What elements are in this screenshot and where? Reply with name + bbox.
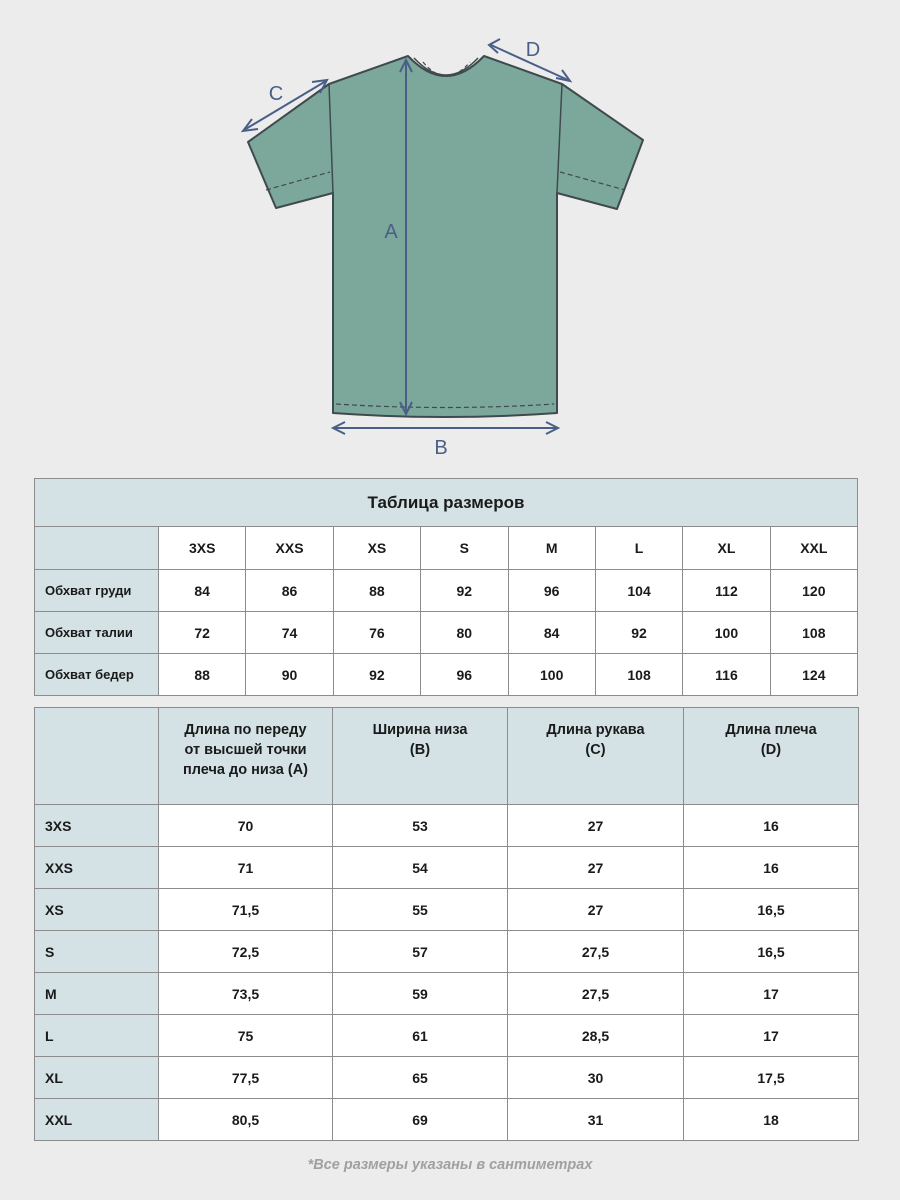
table-cell: 30 (508, 1057, 684, 1099)
label-b: B (434, 437, 448, 459)
table-cell: 80,5 (159, 1099, 333, 1141)
table-cell: 112 (683, 570, 770, 612)
header-sleeve-length (508, 708, 684, 805)
table-row (35, 847, 859, 889)
size-header: 3XS (159, 527, 246, 570)
table-cell: 61 (333, 1015, 508, 1057)
table-cell: 27 (508, 805, 684, 847)
corner-cell (35, 527, 159, 570)
table-cell: 17 (684, 1015, 859, 1057)
size-header: XXL (770, 527, 857, 570)
table-cell: 57 (333, 931, 508, 973)
header-line: (C) (585, 742, 606, 758)
tshirt-diagram (230, 30, 670, 460)
label-a: A (384, 221, 398, 243)
table-cell: 92 (333, 654, 420, 696)
label-c: C (268, 83, 284, 105)
header-line: Длина по переду (184, 722, 307, 738)
table-row (35, 1057, 859, 1099)
table-cell: 74 (246, 612, 333, 654)
label-d: D (525, 39, 541, 61)
header-line: Ширина низа (372, 722, 468, 738)
header-line: плеча до низа (A) (183, 762, 308, 778)
table-cell: 96 (508, 570, 595, 612)
table-cell: 27,5 (508, 931, 684, 973)
row-size-label: S (35, 931, 159, 973)
table-row (35, 1015, 859, 1057)
tshirt-shape (248, 56, 643, 417)
header-line: Длина рукава (546, 722, 645, 738)
header-length-front (159, 708, 333, 805)
table-cell: 84 (508, 612, 595, 654)
table-cell: 59 (333, 973, 508, 1015)
table-cell: 16 (684, 847, 859, 889)
row-size-label: XL (35, 1057, 159, 1099)
table-row (35, 612, 858, 654)
table-cell: 116 (683, 654, 770, 696)
table-row (35, 931, 859, 973)
row-label: Обхват талии (35, 612, 159, 654)
table-cell: 16,5 (684, 889, 859, 931)
row-size-label: XXS (35, 847, 159, 889)
table-cell: 16 (684, 805, 859, 847)
table-row (35, 570, 858, 612)
size-header: M (508, 527, 595, 570)
header-line: (B) (409, 742, 431, 758)
table-cell: 72 (159, 612, 246, 654)
row-size-label: L (35, 1015, 159, 1057)
size-header: XL (683, 527, 770, 570)
size-table-title: Таблица размеров (35, 479, 858, 527)
measurement-header-row (35, 708, 859, 805)
table-row (35, 973, 859, 1015)
table-cell: 84 (159, 570, 246, 612)
table-cell: 16,5 (684, 931, 859, 973)
corner-cell (35, 708, 159, 805)
table-cell: 31 (508, 1099, 684, 1141)
table-cell: 71,5 (159, 889, 333, 931)
table-row (35, 805, 859, 847)
table-cell: 100 (508, 654, 595, 696)
table-cell: 108 (595, 654, 682, 696)
row-size-label: M (35, 973, 159, 1015)
header-line: (D) (760, 742, 782, 758)
table-cell: 65 (333, 1057, 508, 1099)
header-hem-width (333, 708, 508, 805)
table-cell: 80 (421, 612, 508, 654)
measurement-table (34, 707, 859, 1141)
table-cell: 124 (770, 654, 857, 696)
table-cell: 28,5 (508, 1015, 684, 1057)
table-cell: 17,5 (684, 1057, 859, 1099)
table-cell: 88 (159, 654, 246, 696)
table-cell: 55 (333, 889, 508, 931)
header-line: от высшей точки (184, 742, 307, 758)
table-cell: 77,5 (159, 1057, 333, 1099)
table-cell: 70 (159, 805, 333, 847)
table-cell: 104 (595, 570, 682, 612)
table-cell: 120 (770, 570, 857, 612)
table-cell: 76 (333, 612, 420, 654)
table-cell: 90 (246, 654, 333, 696)
table-cell: 53 (333, 805, 508, 847)
table-cell: 18 (684, 1099, 859, 1141)
size-header: S (421, 527, 508, 570)
table-cell: 96 (421, 654, 508, 696)
size-header: L (595, 527, 682, 570)
table-cell: 86 (246, 570, 333, 612)
table-cell: 73,5 (159, 973, 333, 1015)
size-header: XS (333, 527, 420, 570)
row-size-label: XXL (35, 1099, 159, 1141)
table-cell: 108 (770, 612, 857, 654)
table-row (35, 889, 859, 931)
table-cell: 71 (159, 847, 333, 889)
header-shoulder-length (684, 708, 859, 805)
row-size-label: XS (35, 889, 159, 931)
table-cell: 69 (333, 1099, 508, 1141)
table-cell: 27 (508, 889, 684, 931)
table-row (35, 654, 858, 696)
table-row (35, 1099, 859, 1141)
table-cell: 92 (595, 612, 682, 654)
table-cell: 100 (683, 612, 770, 654)
table-cell: 27,5 (508, 973, 684, 1015)
row-size-label: 3XS (35, 805, 159, 847)
row-label: Обхват бедер (35, 654, 159, 696)
row-label: Обхват груди (35, 570, 159, 612)
size-table (34, 478, 858, 696)
size-header-row (35, 527, 858, 570)
header-line: Длина плеча (725, 722, 817, 738)
table-cell: 75 (159, 1015, 333, 1057)
table-cell: 27 (508, 847, 684, 889)
footnote: *Все размеры указаны в сантиметрах (307, 1157, 593, 1173)
table-cell: 72,5 (159, 931, 333, 973)
table-cell: 92 (421, 570, 508, 612)
table-cell: 17 (684, 973, 859, 1015)
table-cell: 54 (333, 847, 508, 889)
table-cell: 88 (333, 570, 420, 612)
size-header: XXS (246, 527, 333, 570)
